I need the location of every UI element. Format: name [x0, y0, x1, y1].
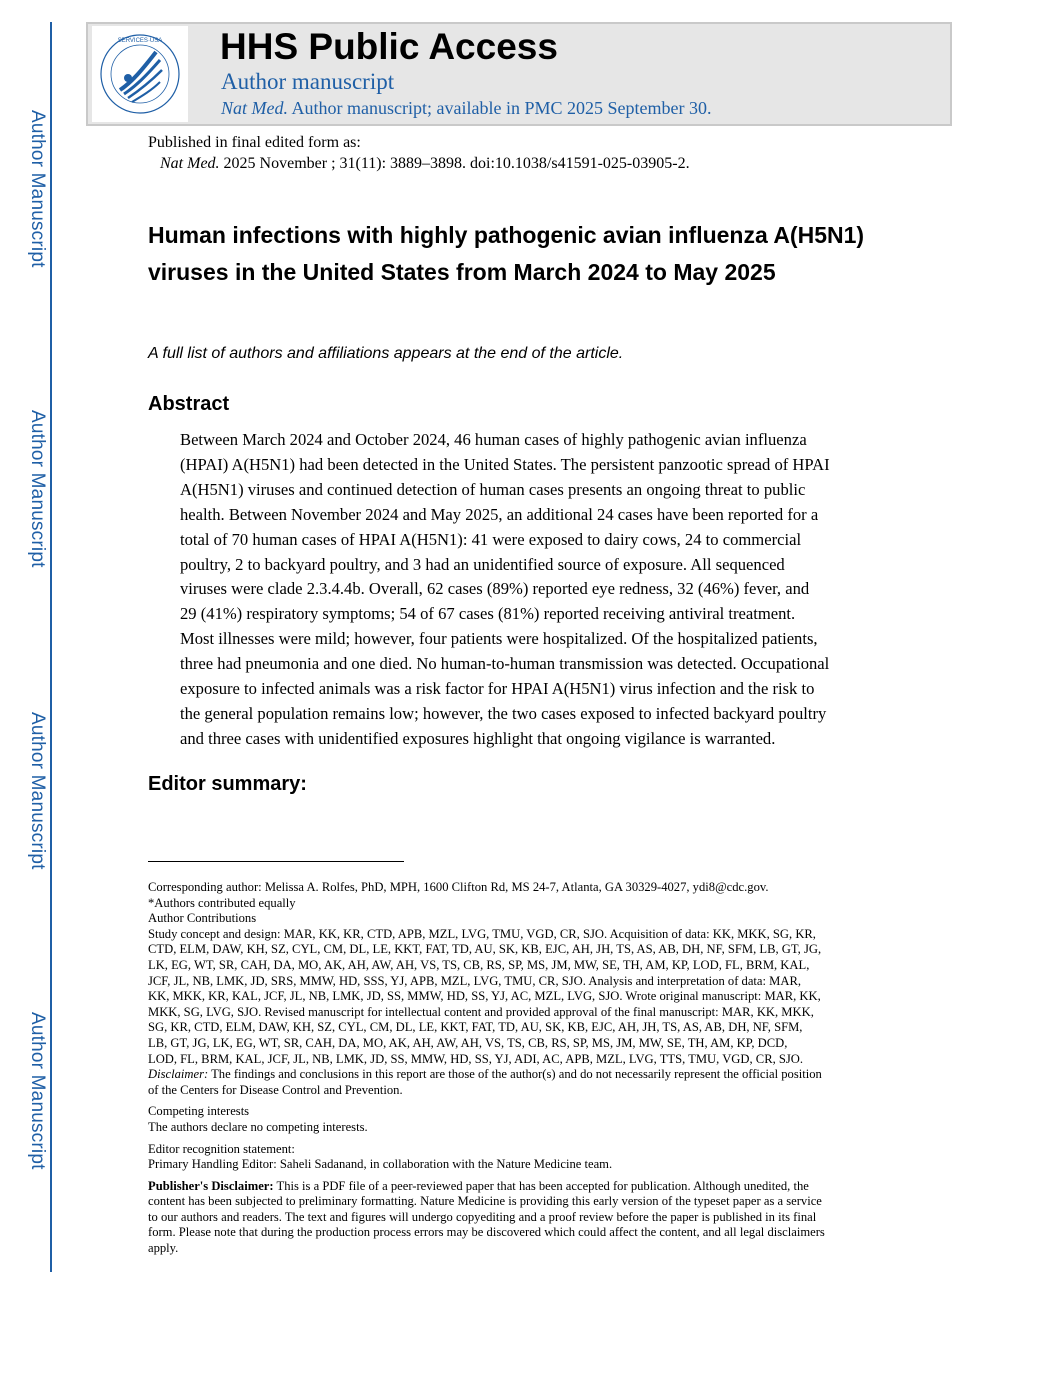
side-label-author-manuscript: Author Manuscript — [27, 1012, 48, 1170]
article-title: Human infections with highly pathogenic avian influenza A(H5N1) viruses in the United States from March 2024 to May 2025 — [148, 222, 865, 285]
abstract-line: Between March 2024 and October 2024, 46 human cases of highly pathogenic avian influenza — [180, 430, 807, 449]
contributions-line: MKK, SG, LVG, SJO. Revised manuscript for intellectual content and provided approval of the final manuscript: MAR, KK, MKK, — [148, 1004, 814, 1019]
hhs-seal-icon — [92, 26, 188, 122]
side-label-author-manuscript: Author Manuscript — [27, 712, 48, 870]
abstract-heading: Abstract — [148, 393, 230, 415]
disclaimer-line — [148, 1067, 928, 1083]
abstract-line: health. Between November 2024 and May 2025, an additional 24 cases have been reported for a — [180, 504, 819, 524]
side-label-author-manuscript: Author Manuscript — [27, 410, 48, 568]
publisher-disclaimer-line: form. Please note that during the production process errors may be discovered which could affect the content, and all legal disclaimers — [148, 1225, 825, 1240]
svg-text:SERVICES·USA: SERVICES·USA — [117, 38, 163, 44]
disclaimer-label: Disclaimer: — [148, 1067, 209, 1082]
contributions-line: LOD, FL, BRM, KAL, JCF, JL, NB, LMK, JD, SS, MMW, HD, SS, YJ, ADI, AC, APB, MZL, LVG, TTS, TMU, VGD, CR, SJO. — [148, 1051, 804, 1066]
banner-availability-text: Author manuscript; available in PMC 2025 September 30. — [288, 98, 712, 118]
competing-interests-label: Competing interests — [148, 1104, 250, 1119]
publication-info — [148, 132, 690, 174]
abstract-line: 29 (41%) respiratory symptoms; 54 of 67 cases (81%) reported receiving antiviral treatment. — [180, 604, 796, 624]
banner-availability — [221, 98, 711, 119]
margin-rule — [50, 22, 52, 1272]
publisher-disclaimer-line: to our authors and readers. The text and figures will undergo copyediting and a proof review before the paper is published in its final — [148, 1209, 817, 1224]
abstract-line: Most illnesses were mild; however, four patients were hospitalized. Of the hospitalized patients, — [180, 629, 818, 649]
contributions-line: SG, KR, CTD, ELM, DAW, KH, SZ, CYL, CM, DL, LE, KKT, FAT, TD, AU, SK, KB, EJC, AH, JH, TS, AS, AB, DH, NF, SFM, — [148, 1020, 803, 1035]
editor-recognition-text: Primary Handling Editor: Saheli Sadanand, in collaboration with the Nature Medicine team. — [148, 1157, 613, 1172]
abstract-body — [180, 428, 900, 752]
abstract-line: (HPAI) A(H5N1) had been detected in the United States. The persistent panzootic spread of HPAI — [180, 454, 830, 474]
disclaimer-line: of the Centers for Disease Control and Prevention. — [148, 1082, 403, 1097]
contributions-line: LB, GT, JG, LK, EG, WT, SR, CAH, DA, MO, AK, AH, AW, AH, VS, TS, CB, RS, SP, MS, JM, MW, SE, TH, AM, KP, DCD, — [148, 1035, 788, 1050]
publication-details: 2025 November ; 31(11): 3889–3898. doi:10.1038/s41591-025-03905-2. — [219, 155, 690, 172]
abstract-line: viruses were clade 2.3.4.4b. Overall, 62 cases (89%) reported eye redness, 32 (46%) fever, and — [180, 579, 810, 599]
publisher-disclaimer-text: This is a PDF file of a peer-reviewed paper that has been accepted for publication. Although unedited, the — [273, 1178, 809, 1193]
abstract-line: total of 70 human cases of HPAI A(H5N1): 41 were exposed to dairy cows, 24 to commercial — [180, 529, 802, 549]
contributions-line: Study concept and design: MAR, KK, KR, CTD, APB, MZL, LVG, TMU, VGD, CR, SJO. Acquisition of data: KK, MKK, SG, KR, — [148, 926, 816, 941]
banner-title: HHS Public Access — [220, 26, 558, 67]
abstract-line: three had pneumonia and one died. No human-to-human transmission was detected. Occupational — [180, 654, 830, 674]
disclaimer-text: The findings and conclusions in this report are those of the author(s) and do not necessarily represent the official position — [208, 1067, 822, 1082]
contributions-line: KK, MKK, KR, KAL, JCF, JL, NB, LMK, JD, SS, MMW, HD, SS, YJ, AC, MZL, LVG, SJO. Wrote original manuscript: MAR, KK, — [148, 989, 821, 1004]
publication-journal: Nat Med. — [160, 155, 220, 172]
abstract-line: A(H5N1) viruses and continued detection of human cases presents an ongoing threat to public — [180, 479, 806, 499]
publisher-disclaimer-line: content has been subjected to preliminary formatting. Nature Medicine is providing this early version of the typeset paper as a service — [148, 1194, 822, 1209]
footnote-rule — [148, 861, 404, 862]
abstract-line: poultry, 2 to backyard poultry, and 3 had an unidentified source of exposure. All sequenced — [180, 554, 785, 574]
authors-note: A full list of authors and affiliations appears at the end of the article. — [148, 345, 624, 362]
equal-contribution-note — [148, 896, 928, 912]
banner-journal: Nat Med. — [221, 98, 288, 118]
footnotes — [148, 880, 928, 1257]
publisher-disclaimer-label: Publisher's Disclaimer: — [148, 1178, 274, 1193]
publication-citation — [148, 153, 690, 174]
abstract-line: and three cases with unidentified exposures highlight that ongoing vigilance is warranted. — [180, 728, 776, 748]
abstract-line: exposure to infected animals was a risk factor for HPAI A(H5N1) virus infection and the risk to — [180, 679, 815, 699]
contributions-line: CTD, ELM, DAW, KH, SZ, CYL, CM, DL, LE, KKT, FAT, TD, AU, SK, KB, EJC, AH, JH, TS, AS, AB, DH, NF, SFM, LB, GT, JG, — [148, 942, 822, 957]
contributions-label: Author Contributions — [148, 911, 257, 926]
competing-interests-text: The authors declare no competing interests. — [148, 1119, 368, 1134]
contributions-line: LK, EG, WT, SR, CAH, DA, MO, AK, AH, AW, AH, VS, TS, CB, RS, SP, MS, JM, MW, SE, TH, AM, KP, LOD, FL, BRM, KAL, — [148, 957, 810, 972]
contributions-line: JCF, JL, NB, LMK, JD, SRS, MMW, HD, SSS, YJ, APB, MZL, LVG, TMU, CR, SJO. Analysis and interpretation of data: MAR, — [148, 973, 802, 988]
editor-summary-heading: Editor summary: — [148, 773, 307, 795]
editor-recognition-label: Editor recognition statement: — [148, 1141, 295, 1156]
equal-contribution-text: Authors contributed equally — [154, 895, 296, 910]
published-label: Published in final edited form as: — [148, 134, 361, 151]
asterisk-marker: * — [148, 895, 155, 910]
publisher-disclaimer-line: apply. — [148, 1241, 179, 1256]
banner-subtitle: Author manuscript — [221, 69, 395, 94]
abstract-line: the general population remains low; however, the two cases exposed to infected backyard poultry — [180, 703, 827, 723]
corresponding-author: Corresponding author: Melissa A. Rolfes, PhD, MPH, 1600 Clifton Rd, MS 24-7, Atlanta, GA 30329-4027, ydi8@cdc.gov. — [148, 880, 769, 894]
side-label-author-manuscript: Author Manuscript — [27, 110, 48, 268]
publisher-disclaimer-line — [148, 1179, 928, 1195]
